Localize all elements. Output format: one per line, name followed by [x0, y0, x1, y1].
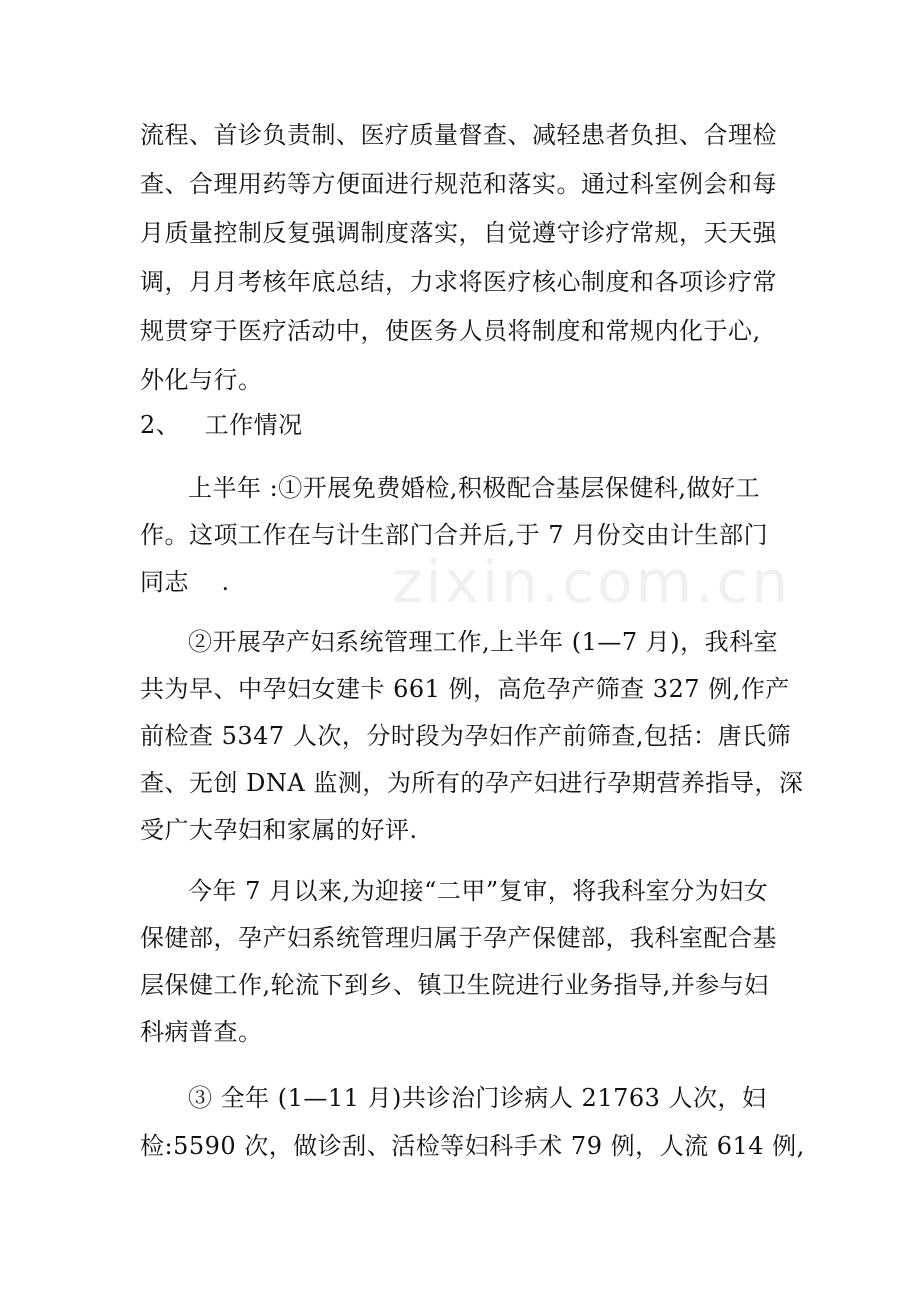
paragraph-line: 检:5590 次，做诊刮、活检等妇科手术 79 例，人流 614 例,: [140, 1132, 805, 1160]
paragraph-line: 查、合理用药等方便面进行规范和落实。通过科室例会和每: [140, 170, 777, 198]
paragraph-line: 共为早、中孕妇女建卡 661 例，高危孕产筛查 327 例,作产: [140, 675, 790, 703]
paragraph-line: 规贯穿于医疗活动中，使医务人员将制度和常规内化于心,: [140, 317, 761, 345]
paragraph-line: 查、无创 DNA 监测，为所有的孕产妇进行孕期营养指导，深: [140, 769, 804, 797]
section-heading: 2、 工作情况: [140, 411, 303, 439]
paragraph-line: 科病普查。: [140, 1018, 263, 1046]
paragraph-line: 受广大孕妇和家属的好评.: [140, 816, 418, 844]
paragraph-line: 同志 .: [140, 568, 230, 596]
paragraph-line: 层保健工作,轮流下到乡、镇卫生院进行业务指导,并参与妇: [140, 971, 769, 999]
paragraph-line: 调，月月考核年底总结，力求将医疗核心制度和各项诊疗常: [140, 268, 777, 296]
paragraph-line: 前检查 5347 人次，分时段为孕妇作产前筛查,包括：唐氏筛: [140, 722, 791, 750]
paragraph-line: 今年 7 月以来,为迎接“二甲”复审，将我科室分为妇女: [188, 877, 769, 905]
paragraph-line: ③ 全年 (1—11 月)共诊治门诊病人 21763 人次，妇: [188, 1084, 767, 1112]
paragraph-line: ②开展孕产妇系统管理工作,上半年 (1—7 月)，我科室: [188, 628, 779, 656]
watermark: zixin.com.cn: [392, 548, 792, 616]
paragraph-line: 保健部，孕产妇系统管理归属于孕产保健部，我科室配合基: [140, 924, 777, 952]
paragraph-line: 外化与行。: [140, 366, 263, 394]
paragraph-line: 月质量控制反复强调制度落实，自觉遵守诊疗常规，天天强: [140, 219, 777, 247]
paragraph-line: 上半年 :①开展免费婚检,积极配合基层保健科,做好工: [188, 474, 760, 502]
paragraph-line: 作。这项工作在与计生部门合并后,于 7 月份交由计生部门: [140, 521, 769, 549]
paragraph-line: 流程、首诊负责制、医疗质量督查、减轻患者负担、合理检: [140, 121, 777, 149]
